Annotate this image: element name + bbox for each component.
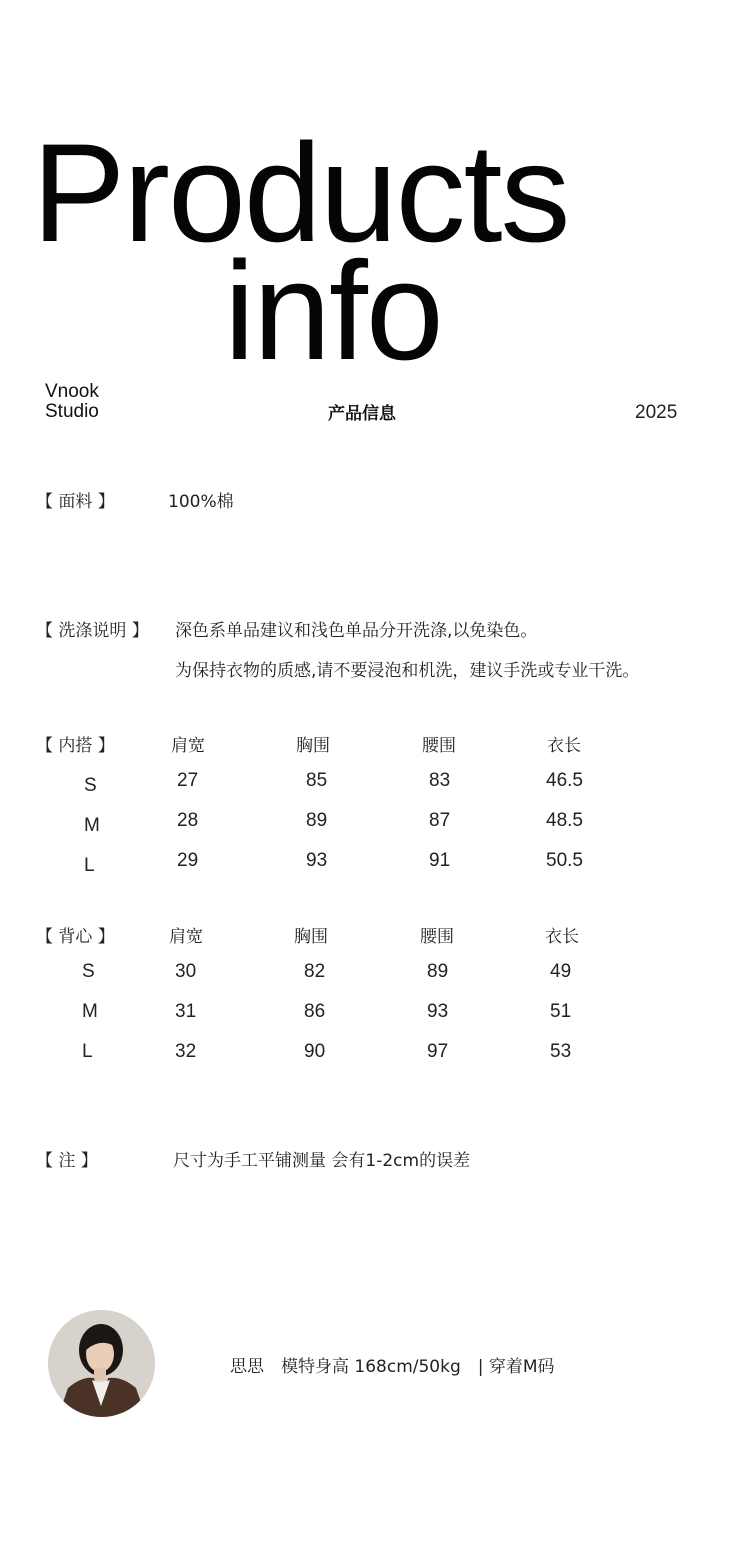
waist-cell: 87 [429, 810, 451, 831]
header-shoulder: 肩宽 [171, 736, 205, 756]
year-label: 2025 [635, 402, 678, 423]
vest-label: 【 背心 】 [36, 927, 115, 947]
length-cell: 46.5 [546, 770, 583, 791]
washing-line2: 为保持衣物的质感,请不要浸泡和机洗，建议手洗或专业干洗。 [175, 661, 640, 681]
section-title: 产品信息 [328, 404, 396, 424]
chest-cell: 86 [304, 1001, 326, 1022]
model-avatar [48, 1310, 155, 1417]
model-info: 思思 模特身高 168cm/50kg | 穿着M码 [230, 1357, 555, 1377]
model-photo [48, 1310, 155, 1417]
header-waist: 腰围 [420, 927, 454, 947]
length-cell: 53 [550, 1041, 572, 1062]
note-text: 尺寸为手工平铺测量 会有1-2cm的误差 [173, 1151, 471, 1171]
waist-cell: 83 [429, 770, 451, 791]
header-waist: 腰围 [422, 736, 456, 756]
inner-label: 【 内搭 】 [36, 736, 115, 756]
chest-cell: 89 [306, 810, 328, 831]
shoulder-cell: 29 [177, 850, 199, 871]
length-cell: 48.5 [546, 810, 583, 831]
chest-cell: 90 [304, 1041, 326, 1062]
waist-cell: 93 [427, 1001, 449, 1022]
header-chest: 胸围 [296, 736, 330, 756]
chest-cell: 85 [306, 770, 328, 791]
shoulder-cell: 28 [177, 810, 199, 831]
header-shoulder: 肩宽 [169, 927, 203, 947]
size-cell: M [82, 1001, 98, 1022]
size-cell: S [82, 961, 95, 982]
length-cell: 50.5 [546, 850, 583, 871]
length-cell: 49 [550, 961, 572, 982]
chest-cell: 93 [306, 850, 328, 871]
size-cell: S [84, 775, 97, 796]
page-title-line1: Products [32, 114, 569, 271]
size-cell: L [82, 1041, 93, 1062]
chest-cell: 82 [304, 961, 326, 982]
header-length: 衣长 [547, 736, 581, 756]
fabric-value: 100%棉 [168, 492, 234, 512]
brand-line1: Vnook [45, 381, 99, 402]
header-chest: 胸围 [294, 927, 328, 947]
note-label: 【 注 】 [36, 1151, 98, 1171]
shoulder-cell: 27 [177, 770, 199, 791]
waist-cell: 97 [427, 1041, 449, 1062]
shoulder-cell: 31 [175, 1001, 197, 1022]
size-cell: M [84, 815, 100, 836]
page-title-line2: info [224, 232, 442, 389]
washing-line1: 深色系单品建议和浅色单品分开洗涤,以免染色。 [175, 621, 538, 641]
length-cell: 51 [550, 1001, 572, 1022]
waist-cell: 89 [427, 961, 449, 982]
header-length: 衣长 [545, 927, 579, 947]
washing-label: 【 洗涤说明 】 [36, 621, 149, 641]
brand-line2: Studio [45, 401, 99, 422]
brand-logo [45, 382, 99, 422]
fabric-label: 【 面料 】 [36, 492, 115, 512]
waist-cell: 91 [429, 850, 451, 871]
shoulder-cell: 32 [175, 1041, 197, 1062]
shoulder-cell: 30 [175, 961, 197, 982]
size-cell: L [84, 855, 95, 876]
